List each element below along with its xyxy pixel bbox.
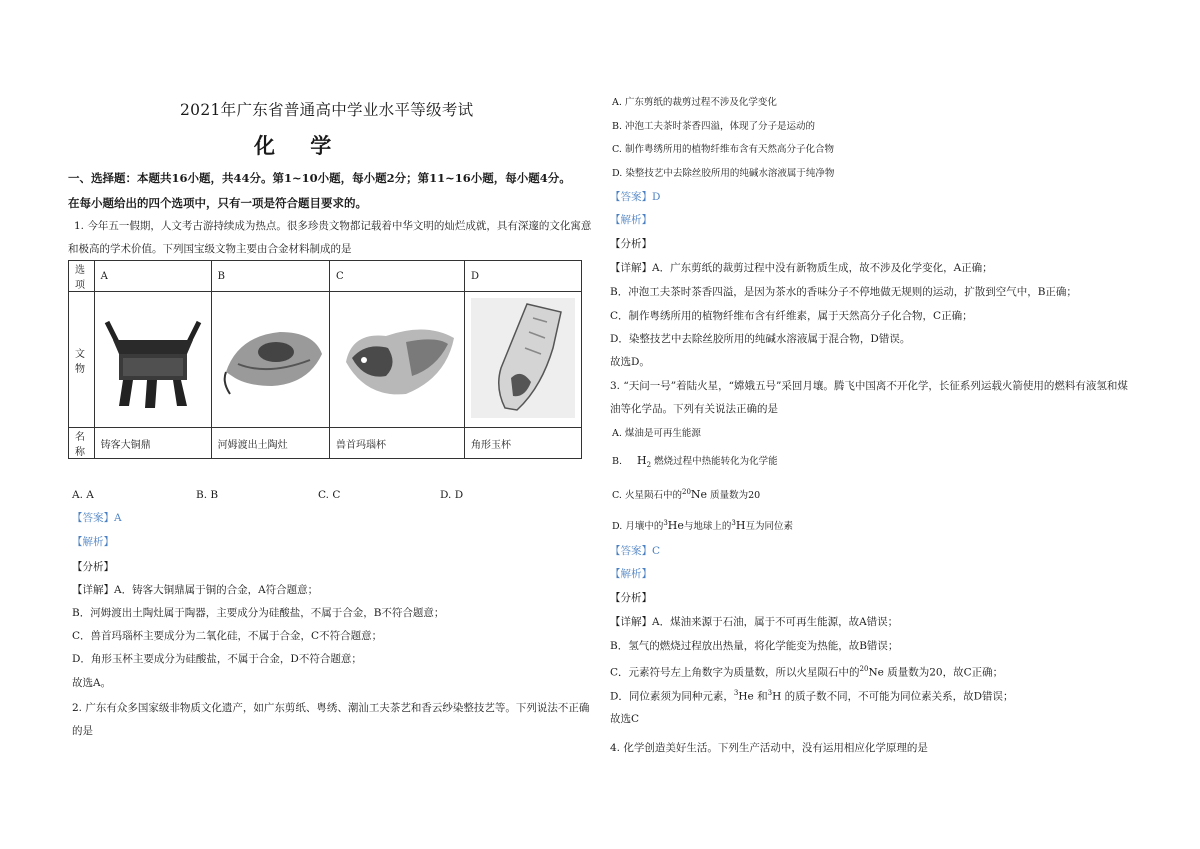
relic-name-a: 铸客大铜鼎 bbox=[94, 428, 211, 459]
q3-choice-d-superscript-1: 3 bbox=[663, 519, 668, 527]
q1-choice-d: D. D bbox=[440, 489, 464, 501]
q3-choice-a: A. 煤油是可再生能源 bbox=[612, 428, 701, 439]
q3-detail-4-superscript-2: 3 bbox=[767, 689, 773, 697]
q2-fenxi-label: 【分析】 bbox=[610, 238, 652, 250]
q1-stem-line2: 和极高的学术价值。下列国宝级文物主要由合金材料制成的是 bbox=[68, 243, 352, 255]
relic-image-b bbox=[211, 292, 329, 428]
q3-detail-3-superscript: 20 bbox=[859, 665, 869, 673]
q2-stem-line2: 的是 bbox=[72, 725, 93, 737]
q3-stem-line1: 3. “天问一号”着陆火星，“嫦娥五号”采回月壤。腾飞中国离不开化学，长征系列运载火箭使用的燃料有液氢和煤 bbox=[610, 380, 1128, 392]
q3-choice-b-formula: H bbox=[637, 454, 647, 467]
q3-jiexi-label: 【解析】 bbox=[610, 568, 652, 580]
relic-name-b: 河姆渡出土陶灶 bbox=[211, 428, 329, 459]
q3-choice-c-text: 质量数为20 bbox=[710, 490, 761, 502]
q3-choice-c-element: Ne bbox=[690, 488, 708, 502]
relic-name-c: 兽首玛瑙杯 bbox=[329, 428, 464, 459]
q1-answer-label: 【答案】A bbox=[72, 512, 122, 524]
q3-detail-2: B．氢气的燃烧过程放出热量，将化学能变为热能，故B错误； bbox=[610, 640, 899, 652]
q1-fenxi-label: 【分析】 bbox=[72, 561, 114, 573]
relic-image-c bbox=[329, 292, 464, 428]
q2-detail-3: C．制作粤绣所用的植物纤维布含有纤维素，属于天然高分子化合物，C正确； bbox=[610, 310, 973, 322]
q3-answer-label: 【答案】C bbox=[610, 545, 661, 557]
q2-answer-label: 【答案】D bbox=[610, 191, 661, 203]
q3-stem-line2: 油等化学品。下列有关说法正确的是 bbox=[610, 403, 778, 415]
q1-detail-2: B．河姆渡出土陶灶属于陶器，主要成分为硅酸盐，不属于合金，B不符合题意； bbox=[72, 607, 445, 619]
q2-choice-b: B. 冲泡工夫茶时茶香四溢，体现了分子是运动的 bbox=[612, 121, 816, 132]
q1-choice-b: B. B bbox=[196, 489, 219, 501]
bronze-ding-image bbox=[101, 302, 205, 414]
q3-choice-c bbox=[612, 485, 760, 503]
row-label-option: 选项 bbox=[69, 261, 95, 292]
q3-detail-4-text-a: D．同位素须为同种元素， bbox=[610, 690, 734, 703]
q3-choice-d-text: 互为同位素 bbox=[745, 521, 793, 533]
q4-stem: 4. 化学创造美好生活。下列生产活动中，没有运用相应化学原理的是 bbox=[610, 742, 928, 754]
pottery-stove-image bbox=[218, 302, 322, 414]
q2-choice-a: A. 广东剪纸的裁剪过程不涉及化学变化 bbox=[612, 97, 777, 108]
q3-detail-3-text-b: Ne 质量数为20，故C正确； bbox=[868, 666, 1004, 679]
row-label-name: 名称 bbox=[69, 428, 95, 459]
q2-choice-d: D. 染整技艺中去除丝胶所用的纯碱水溶液属于纯净物 bbox=[612, 168, 835, 179]
q3-detail-4-superscript-1: 3 bbox=[733, 689, 739, 697]
relic-image-d bbox=[465, 292, 582, 428]
q1-detail-4: D．角形玉杯主要成分为硅酸盐，不属于合金，D不符合题意； bbox=[72, 653, 362, 665]
q3-detail-3-text-a: C．元素符号左上角数字为质量数，所以火星陨石中的 bbox=[610, 666, 860, 679]
q1-choice-c: C. C bbox=[318, 489, 341, 501]
q2-choice-c: C. 制作粤绣所用的植物纤维布含有天然高分子化合物 bbox=[612, 144, 834, 155]
q3-choice-d-element-1: He bbox=[667, 519, 684, 533]
section-heading-line2: 在每小题给出的四个选项中，只有一项是符合题目要求的。 bbox=[68, 196, 367, 210]
q3-detail-4-text-c: H 的质子数不同，不可能为同位素关系，故D错误； bbox=[772, 690, 1014, 703]
option-b: B bbox=[211, 261, 329, 292]
q2-jiexi-label: 【解析】 bbox=[610, 214, 652, 226]
q3-detail-3 bbox=[610, 662, 1003, 680]
q3-choice-d-prefix: D. 月壤中的 bbox=[612, 521, 664, 533]
q3-choice-c-superscript: 20 bbox=[681, 488, 691, 496]
relic-image-a bbox=[94, 292, 211, 428]
q2-detail-2: B．冲泡工夫茶时茶香四溢，是因为茶水的香味分子不停地做无规则的运动，扩散到空气中，B正确； bbox=[610, 286, 1077, 298]
q3-fenxi-label: 【分析】 bbox=[610, 592, 652, 604]
option-c: C bbox=[329, 261, 464, 292]
agate-cup-image bbox=[336, 302, 456, 414]
q1-detail-1: 【详解】A．铸客大铜鼎属于铜的合金，A符合题意； bbox=[72, 584, 319, 596]
row-label-relic: 文物 bbox=[69, 292, 95, 428]
q1-choice-a: A. A bbox=[72, 489, 94, 501]
q3-choice-c-prefix: C. 火星陨石中的 bbox=[612, 490, 682, 502]
q3-choice-b-text: 燃烧过程中热能转化为化学能 bbox=[654, 456, 778, 467]
subject-title: 化 学 bbox=[254, 133, 346, 158]
q3-choice-d-superscript-2: 3 bbox=[731, 519, 736, 527]
q3-choice-b bbox=[612, 454, 778, 472]
q1-stem-line1: 1. 今年五一假期，人文考古游持续成为热点。很多珍贵文物都记载着中华文明的灿烂成就，具有深邃的文化寓意 bbox=[74, 220, 592, 232]
jade-cup-image bbox=[471, 298, 575, 418]
q3-choice-d-middle: 与地球上的 bbox=[683, 521, 732, 533]
option-a: A bbox=[94, 261, 211, 292]
q3-choice-d bbox=[612, 516, 793, 534]
q1-detail-3: C．兽首玛瑙杯主要成分为二氧化硅，不属于合金，C不符合题意； bbox=[72, 630, 383, 642]
q1-conclusion: 故选A。 bbox=[72, 677, 112, 689]
q1-jiexi-label: 【解析】 bbox=[72, 536, 114, 548]
q2-stem-line1: 2. 广东有众多国家级非物质文化遗产，如广东剪纸、粤绣、潮汕工夫茶艺和香云纱染整技艺等。下列说法不正确 bbox=[72, 702, 590, 714]
q2-detail-4: D．染整技艺中去除丝胶所用的纯碱水溶液属于混合物，D错误。 bbox=[610, 333, 911, 345]
q3-choice-b-prefix: B. bbox=[612, 456, 623, 467]
relic-name-d: 角形玉杯 bbox=[465, 428, 582, 459]
q2-conclusion: 故选D。 bbox=[610, 356, 650, 368]
q3-detail-4 bbox=[610, 686, 1014, 704]
relic-table bbox=[68, 260, 582, 459]
q3-choice-b-subscript: 2 bbox=[646, 460, 652, 469]
exam-title: 2021年广东省普通高中学业水平等级考试 bbox=[180, 101, 474, 119]
q2-detail-1: 【详解】A．广东剪纸的裁剪过程中没有新物质生成，故不涉及化学变化，A正确； bbox=[610, 262, 993, 274]
section-heading-line1: 一、选择题：本题共16小题，共44分。第1~10小题，每小题2分；第11~16小题，每小题4分。 bbox=[68, 171, 571, 185]
q3-conclusion: 故选C bbox=[610, 713, 640, 725]
q3-choice-d-element-2: H bbox=[735, 519, 746, 533]
q3-detail-4-text-b: He 和 bbox=[738, 690, 768, 703]
option-d: D bbox=[465, 261, 582, 292]
q3-detail-1: 【详解】A．煤油来源于石油，属于不可再生能源，故A错误； bbox=[610, 616, 899, 628]
